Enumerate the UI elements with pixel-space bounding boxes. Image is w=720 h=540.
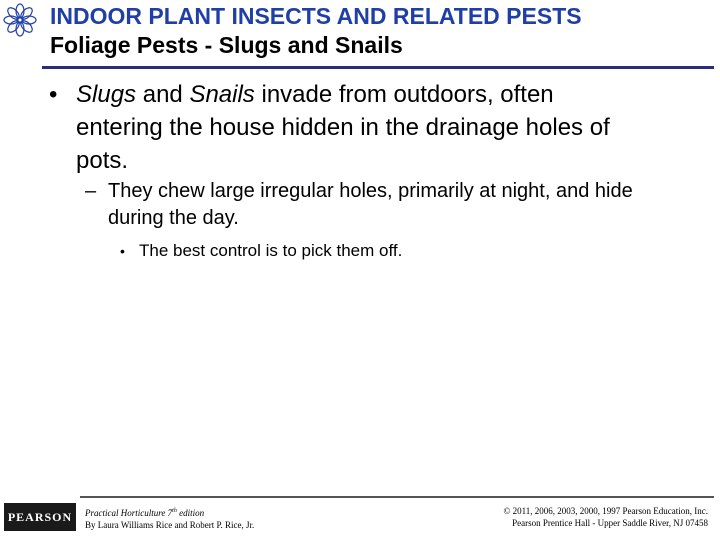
bullet-text-part: invade from outdoors, often entering the house hidden in the drainage holes of pots. — [76, 81, 610, 174]
slide-title: Foliage Pests - Slugs and Snails — [50, 32, 403, 58]
bullet-emphasis-snails: Snails — [189, 81, 255, 108]
bullet-mark: • — [120, 243, 125, 259]
publisher-line: Pearson Prentice Hall - Upper Saddle River, NJ 07458 — [512, 518, 708, 528]
title-divider — [42, 66, 714, 69]
footer-divider — [80, 496, 714, 498]
footer-copyright — [504, 505, 708, 529]
bullet-text-part: and — [136, 81, 190, 108]
flower-icon — [3, 3, 37, 37]
pearson-logo: PEARSON — [4, 503, 76, 531]
dash-mark: – — [85, 180, 97, 202]
book-edition: edition — [176, 508, 205, 518]
slide-title-category: INDOOR PLANT INSECTS AND RELATED PESTS — [50, 3, 582, 29]
bullet-mark: • — [49, 81, 58, 108]
book-authors: By Laura Williams Rice and Robert P. Rice, Jr. — [85, 520, 255, 530]
bullet-text — [76, 78, 646, 177]
sub-sub-bullet-text: The best control is to pick them off. — [139, 241, 403, 260]
book-title-text: Practical Horticulture 7 — [85, 508, 173, 518]
bullet-emphasis-slugs: Slugs — [76, 81, 137, 108]
sub-bullet-text: They chew large irregular holes, primarily at night, and hide during the day. — [108, 180, 633, 229]
copyright-line: © 2011, 2006, 2003, 2000, 1997 Pearson Education, Inc. — [503, 506, 708, 516]
footer-book-info — [85, 505, 254, 531]
book-title-sup: th — [172, 508, 177, 514]
book-title — [85, 505, 254, 519]
